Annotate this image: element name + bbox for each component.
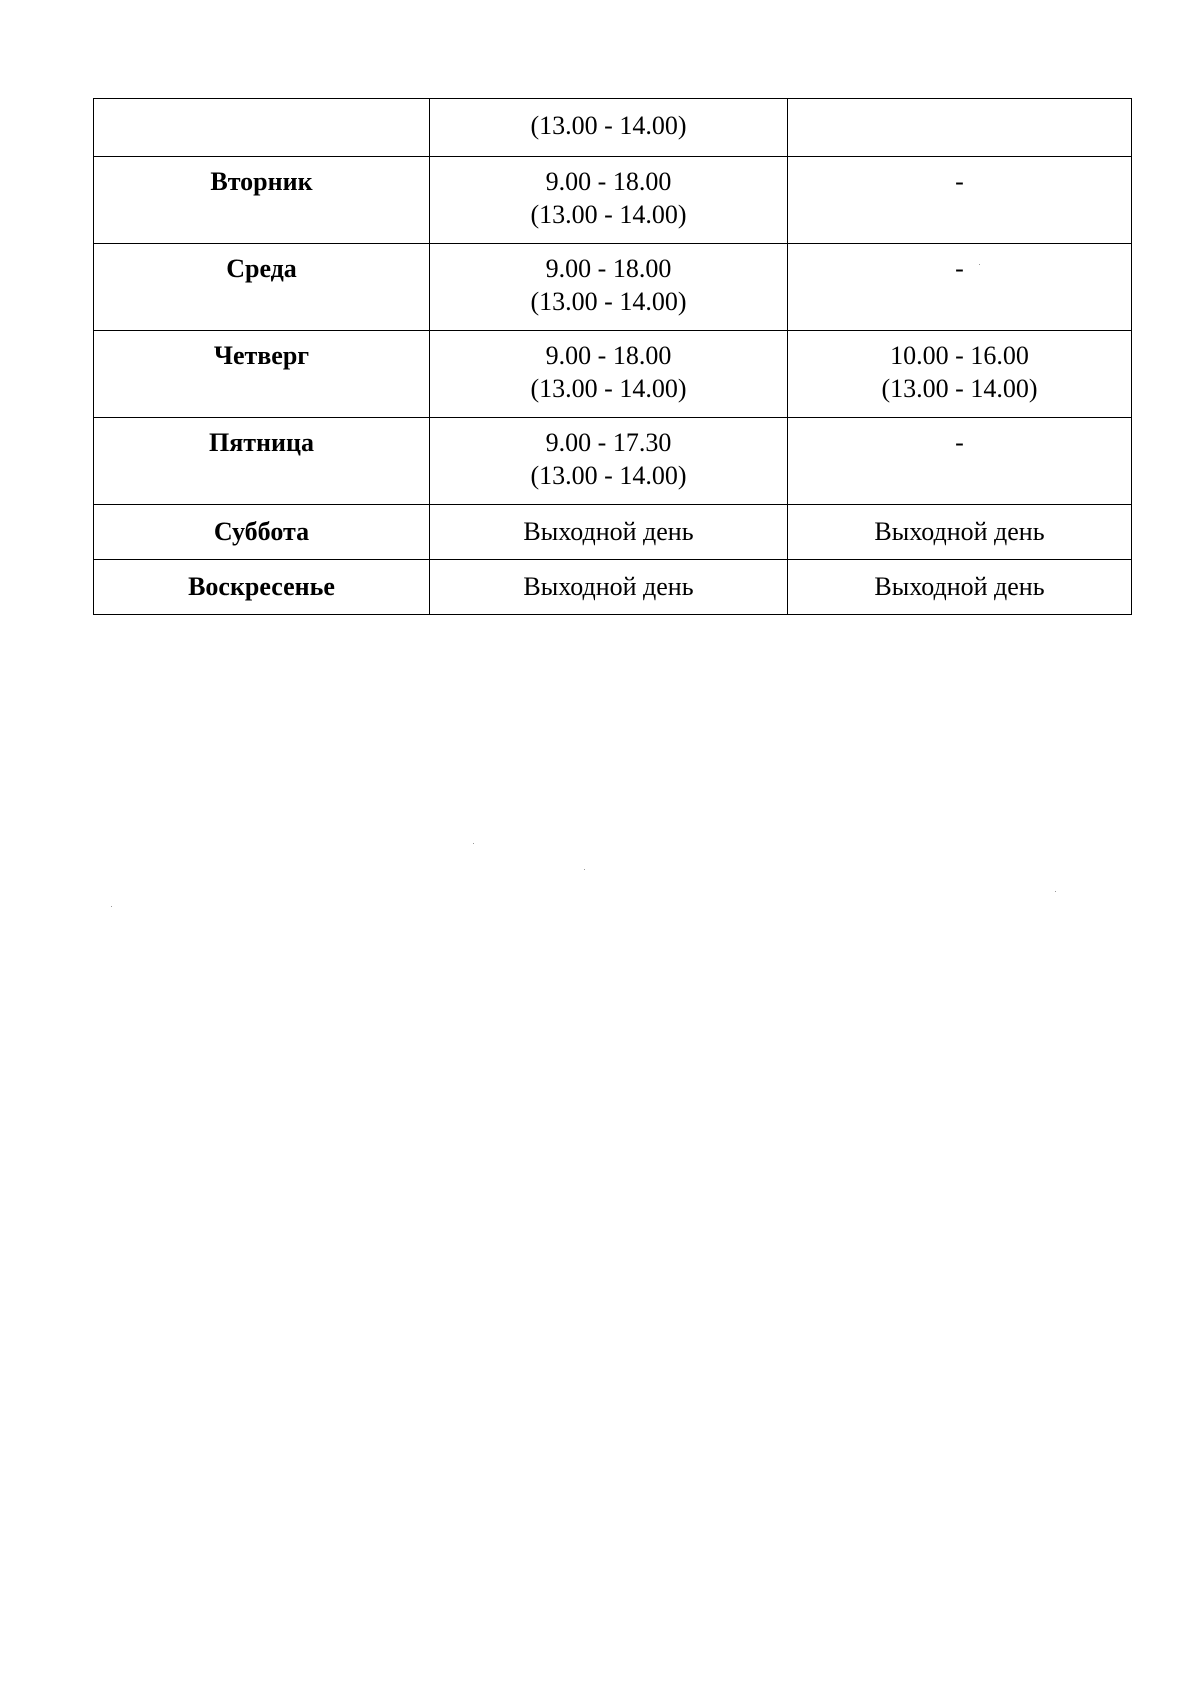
main-break-line: (13.00 - 14.00) <box>530 461 687 490</box>
day-cell <box>94 560 430 615</box>
main-hours-line: 9.00 - 18.00 <box>545 254 672 283</box>
day-label: Воскресенье <box>188 572 335 601</box>
extra-hours-cell <box>788 505 1132 560</box>
main-hours-cell <box>430 560 788 615</box>
table-row <box>94 244 1132 331</box>
scan-speck <box>1055 891 1056 892</box>
extra-hours-line: - <box>955 167 964 196</box>
day-cell <box>94 157 430 244</box>
extra-hours-cell <box>788 560 1132 615</box>
extra-hours-line: 10.00 - 16.00 <box>890 341 1029 370</box>
main-break-line: (13.00 - 14.00) <box>530 287 687 316</box>
table-row <box>94 157 1132 244</box>
extra-hours-line: - <box>955 254 964 283</box>
main-hours-line: Выходной день <box>523 572 694 601</box>
main-hours-line: 9.00 - 18.00 <box>545 341 672 370</box>
main-break-line: (13.00 - 14.00) <box>530 200 687 229</box>
extra-hours-cell <box>788 244 1132 331</box>
extra-hours-cell <box>788 418 1132 505</box>
extra-hours-cell <box>788 157 1132 244</box>
day-label: Четверг <box>213 341 310 370</box>
main-break-line: (13.00 - 14.00) <box>530 374 687 403</box>
extra-hours-line: Выходной день <box>874 572 1045 601</box>
extra-hours-cell <box>788 99 1132 157</box>
extra-hours-cell <box>788 331 1132 418</box>
table-row <box>94 99 1132 157</box>
extra-hours-line: Выходной день <box>874 517 1045 546</box>
extra-break-line: (13.00 - 14.00) <box>881 374 1038 403</box>
schedule-table <box>93 98 1132 615</box>
main-hours-line: 9.00 - 18.00 <box>545 167 672 196</box>
day-cell <box>94 331 430 418</box>
main-hours-cell <box>430 331 788 418</box>
main-hours-cell <box>430 157 788 244</box>
main-hours-cell <box>430 99 788 157</box>
scan-speck <box>584 869 585 870</box>
table-row <box>94 331 1132 418</box>
main-hours-line: (13.00 - 14.00) <box>530 111 687 140</box>
table-row <box>94 418 1132 505</box>
day-cell <box>94 244 430 331</box>
extra-hours-line: - <box>955 428 964 457</box>
main-hours-line: 9.00 - 17.30 <box>545 428 672 457</box>
day-cell <box>94 505 430 560</box>
scan-speck <box>979 264 980 265</box>
day-cell <box>94 99 430 157</box>
day-label: Вторник <box>210 167 313 196</box>
main-hours-cell <box>430 418 788 505</box>
day-label: Среда <box>226 254 297 283</box>
scan-speck <box>111 906 112 907</box>
day-label: Пятница <box>208 428 314 457</box>
table-row <box>94 505 1132 560</box>
day-cell <box>94 418 430 505</box>
day-label: Суббота <box>213 517 310 546</box>
main-hours-cell <box>430 505 788 560</box>
table-row <box>94 560 1132 615</box>
scan-speck <box>473 843 474 844</box>
main-hours-cell <box>430 244 788 331</box>
main-hours-line: Выходной день <box>523 517 694 546</box>
